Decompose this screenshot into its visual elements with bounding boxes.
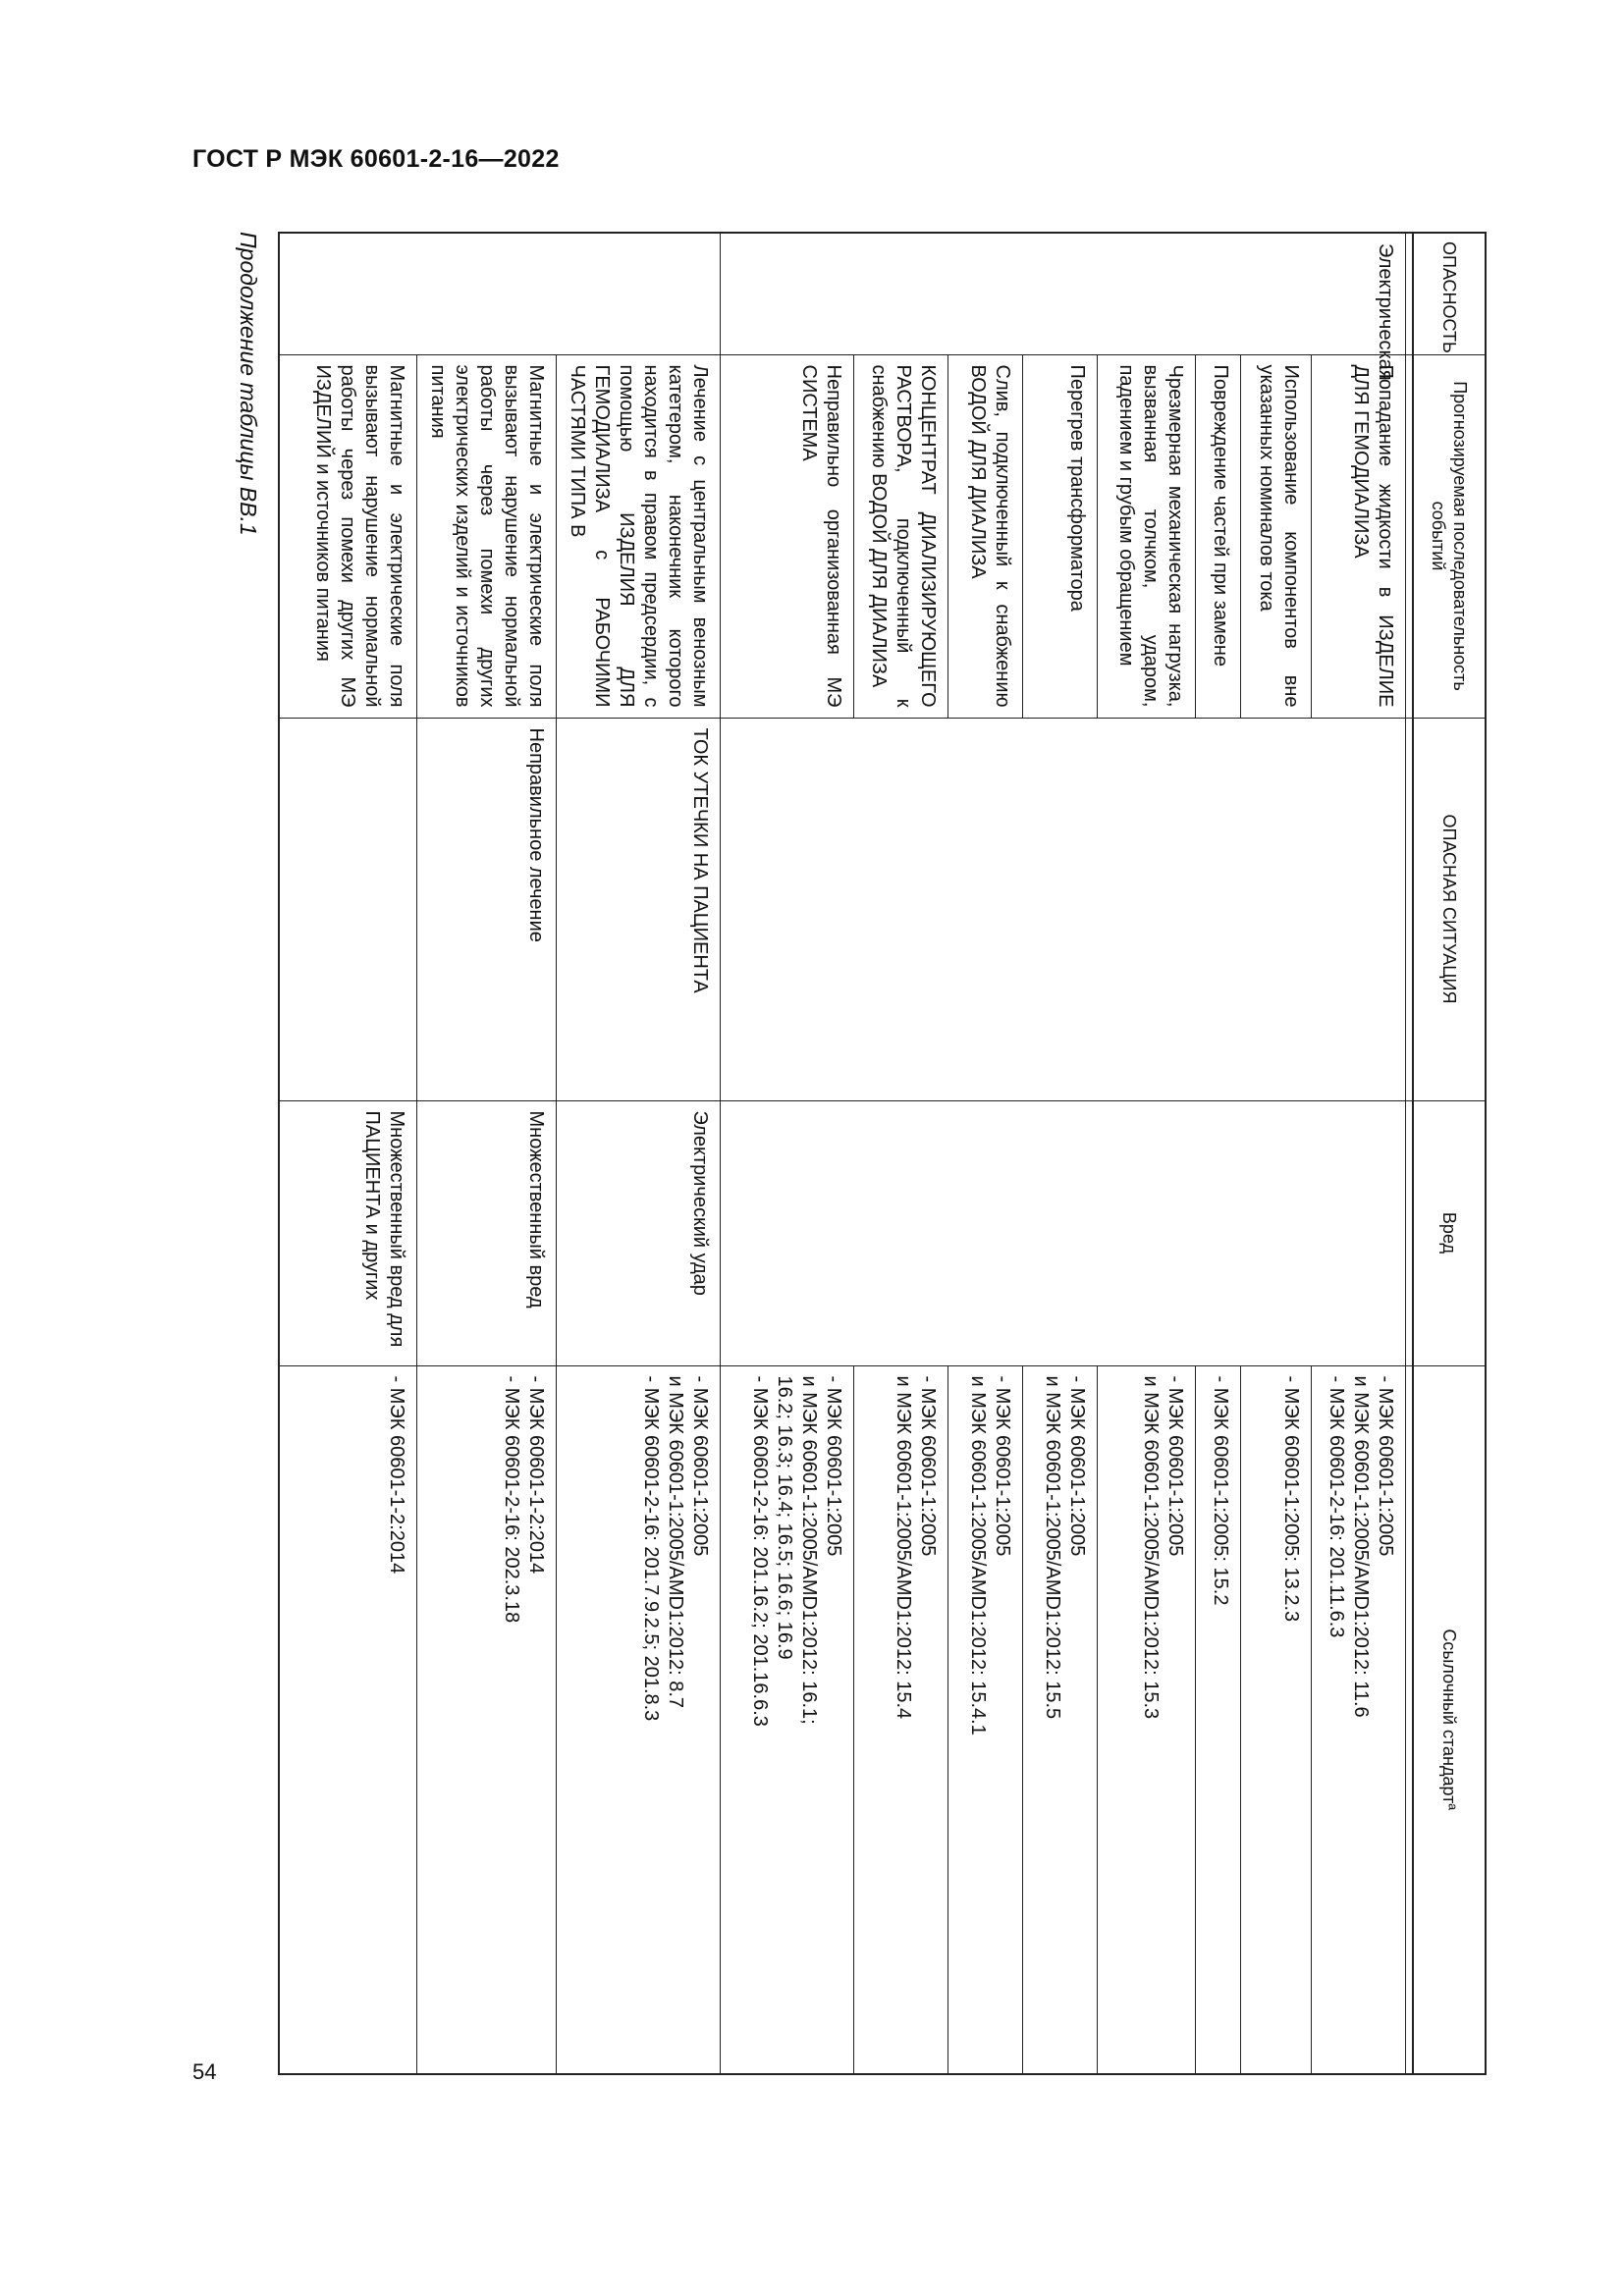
header-spacer-row: [1406, 233, 1414, 2074]
reference-line: - МЭК 60601-1-2:2014: [386, 1375, 407, 1575]
reference-line: - МЭК 60601-1-2:2014: [525, 1375, 547, 1575]
situation-cell: ТОК УТЕЧКИ НА ПАЦИЕНТА: [557, 718, 721, 1100]
reference-line: и МЭК 60601-1:2005/AMD1:2012: 16.1;: [798, 1375, 820, 1725]
sequence-cell: Повреждение частей при замене: [1196, 354, 1241, 718]
reference-line: - МЭК 60601-1:2005: [1066, 1375, 1088, 1557]
table-header-row: [1413, 233, 1486, 2074]
harm-cell: Электрический удар: [557, 1100, 721, 1365]
reference-cell: [557, 1365, 721, 2074]
hazard-cell: Электрическая: [721, 233, 1406, 354]
table-row: [557, 233, 721, 2074]
reference-line: 16.2; 16.3; 16.4; 16.5; 16.6; 16.9: [774, 1375, 795, 1660]
reference-line: - МЭК 60601-1:2005: 15.2: [1210, 1375, 1231, 1606]
sequence-cell: Перегрев трансформатора: [1023, 354, 1098, 718]
col-header-sequence: Прогнозируемая последовательность событий: [1413, 354, 1486, 718]
col-header-harm: Вред: [1413, 1100, 1486, 1365]
sequence-cell: Попадание жидкости в ИЗДЕЛИЕ ДЛЯ ГЕМОДИАЛИЗА: [1312, 354, 1406, 718]
reference-cell: [721, 1365, 854, 2074]
page-number: 54: [192, 2059, 217, 2084]
sequence-cell: Магнитные и электрические поля вызывают нарушение нормальной работы через помехи других электрических изделий и источников питания: [417, 354, 557, 718]
sequence-cell: КОНЦЕНТРАТ ДИАЛИЗИРУЮЩЕГО РАСТВОРА, подключенный к снабжению ВОДОЙ ДЛЯ ДИАЛИЗА: [854, 354, 948, 718]
harm-cell: Множественный вред: [417, 1100, 557, 1365]
sequence-cell: Чрезмерная механическая нагрузка, вызванная толчком, ударом, падением и грубым обращением: [1098, 354, 1196, 718]
reference-cell: [1098, 1365, 1196, 2074]
table-row: [417, 233, 557, 2074]
rotated-table-area: [181, 232, 1487, 2073]
reference-cell: [948, 1365, 1023, 2074]
document-header: ГОСТ Р МЭК 60601-2-16—2022: [192, 145, 560, 173]
reference-line: и МЭК 60601-1:2005/AMD1:2012: 15.4.1: [967, 1375, 989, 1735]
reference-line: - МЭК 60601-1:2005: [1164, 1375, 1186, 1557]
reference-line: и МЭК 60601-1:2005/AMD1:2012: 15.5: [1042, 1375, 1063, 1720]
reference-cell: [280, 1365, 417, 2074]
harm-cell: Множественный вред для ПАЦИЕНТА и других: [280, 1100, 417, 1365]
col-header-hazard: ОПАСНОСТЬ: [1413, 233, 1486, 354]
reference-line: и МЭК 60601-1:2005/AMD1:2012: 15.4: [893, 1375, 914, 1720]
reference-line: - МЭК 60601-1:2005: [823, 1375, 844, 1557]
situation-cell: [280, 718, 417, 1100]
col-header-situation: ОПАСНАЯ СИТУАЦИЯ: [1413, 718, 1486, 1100]
reference-cell: [854, 1365, 948, 2074]
reference-line: - МЭК 60601-2-16: 201.16.2; 201.16.6.3: [749, 1375, 771, 1727]
harm-cell: [721, 1100, 1406, 1365]
reference-line: - МЭК 60601-1:2005: [917, 1375, 939, 1557]
sequence-cell: Слив, подключенный к снабжению ВОДОЙ ДЛЯ ДИАЛИЗА: [948, 354, 1023, 718]
situation-cell: [721, 718, 1406, 1100]
sequence-cell: Неправильно организованная МЭ СИСТЕМА: [721, 354, 854, 718]
col-header-reference: Ссылочный стандартª: [1413, 1365, 1486, 2074]
reference-cell: [1241, 1365, 1312, 2074]
reference-line: и МЭК 60601-1:2005/AMD1:2012: 15.3: [1140, 1375, 1162, 1720]
situation-cell: Неправильное лечение: [417, 718, 557, 1100]
reference-line: - МЭК 60601-2-16: 202.3.18: [501, 1375, 522, 1624]
reference-cell: [1196, 1365, 1241, 2074]
sequence-cell: Магнитные и электрические поля вызывают нарушение нормальной работы через помехи других МЭ ИЗДЕЛИЙ и источников питания: [280, 354, 417, 718]
reference-line: и МЭК 60601-1:2005/AMD1:2012: 8.7: [665, 1375, 686, 1709]
hazard-table: [279, 232, 1488, 2075]
reference-line: - МЭК 60601-2-16: 201.7.9.2.5; 201.8.3: [640, 1375, 662, 1722]
reference-cell: [1312, 1365, 1406, 2074]
hazard-cell-continued: [280, 233, 721, 354]
reference-cell: [417, 1365, 557, 2074]
reference-line: - МЭК 60601-2-16: 201.11.6.3: [1326, 1375, 1347, 1638]
reference-line: - МЭК 60601-1:2005: [992, 1375, 1013, 1557]
table-row: [1312, 233, 1406, 2074]
sequence-cell: Лечение с центральным венозным катетером, наконечник которого находится в правом предсердии, с помощью ИЗДЕЛИЯ ДЛЯ ГЕМОДИАЛИЗА с РАБОЧИМИ ЧАСТЯМИ ТИПА В: [557, 354, 721, 718]
table-row: [280, 233, 417, 2074]
reference-cell: [1023, 1365, 1098, 2074]
reference-line: - МЭК 60601-1:2005: 13.2.3: [1280, 1375, 1302, 1623]
reference-line: - МЭК 60601-1:2005: [1375, 1375, 1396, 1557]
sequence-cell: Использование компонентов вне указанных номиналов тока: [1241, 354, 1312, 718]
reference-line: и МЭК 60601-1:2005/AMD1:2012: 11.6: [1350, 1375, 1372, 1718]
table-continuation-caption: Продолжение таблицы ВВ.1: [236, 232, 261, 536]
reference-line: - МЭК 60601-1:2005: [689, 1375, 711, 1557]
